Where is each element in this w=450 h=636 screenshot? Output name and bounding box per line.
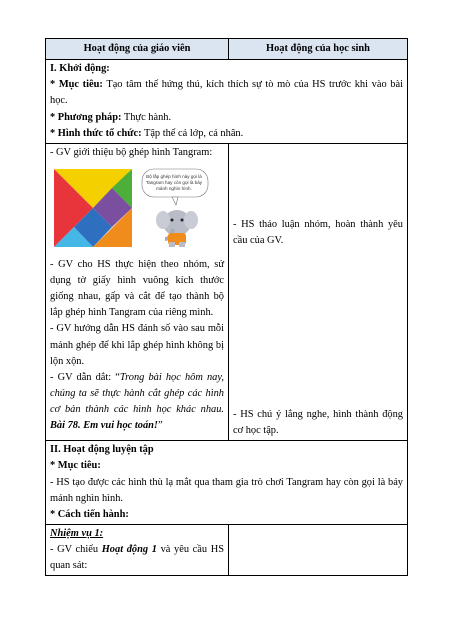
method-label: * Phương pháp:: [50, 111, 122, 123]
task-label: Nhiệm vụ 1:: [50, 527, 104, 539]
header-row: [46, 39, 408, 60]
tangram-illustration: [52, 167, 224, 249]
lesson-table: [45, 38, 408, 576]
gv-lead: [50, 370, 224, 435]
section1-title: I. Khởi động:: [50, 63, 110, 75]
speech-bubble-text: Bộ lắp ghép hình này gọi là Tangram hay còn gọi là bảy mảnh nghìn hình.: [145, 173, 203, 191]
student-activity-1: [229, 143, 408, 441]
teacher-header: Hoạt động của giáo viên: [46, 39, 229, 60]
method-text: Thực hành.: [121, 111, 172, 123]
task-text-suffix: và yêu cầu HS quan sát:: [50, 544, 224, 572]
gv-lead-italic: Trong bài học hôm nay, chúng ta sẽ thực hành cắt ghép các hình cơ bản thành các hình học khác nhau.: [50, 371, 224, 415]
gv-guide: - GV hướng dẫn HS đánh số vào sau mỗi mảnh ghép để khi lắp ghép hình không bị lộn xộn.: [50, 323, 224, 367]
teacher-activity-1: [46, 143, 229, 441]
section2-cell: [46, 441, 408, 525]
section1-method: [50, 110, 403, 126]
elephant-icon: [156, 210, 198, 247]
goal-label: * Mục tiêu:: [50, 79, 103, 91]
task-text-prefix: - GV chiếu: [50, 544, 102, 555]
section2-goal-label: * Mục tiêu:: [50, 460, 101, 472]
section2-steps-label: * Cách tiến hành:: [50, 508, 129, 520]
section1-form: [50, 126, 403, 142]
activity-row-2: [46, 524, 408, 575]
gv-lead-prefix: - GV dẫn dắt: “: [50, 371, 120, 383]
form-text: Tập thể cả lớp, cá nhân.: [141, 127, 244, 139]
gv-task: - GV cho HS thực hiện theo nhóm, sử dụng tờ giấy hình vuông kích thước giống nhau, gấp và cắt để tạo thành bộ lắp ghép hình Tangram của riêng mình.: [50, 258, 224, 319]
task-text-bold: Hoạt động 1: [101, 544, 157, 555]
teacher-activity-2: [46, 524, 229, 575]
student-header: Hoạt động của học sinh: [229, 39, 408, 60]
hs-listen: - HS chú ý lắng nghe, hình thành động cơ học tập.: [233, 409, 403, 437]
hs-discuss: - HS thảo luận nhóm, hoàn thành yêu cầu của GV.: [233, 218, 403, 246]
goal-text: Tạo tâm thế hứng thú, kích thích sự tò mò của HS trước khi vào bài học.: [50, 79, 403, 107]
gv-lead-suffix: ”: [157, 420, 163, 432]
activity-row-1: [46, 143, 408, 441]
speech-tail: [172, 197, 178, 205]
section1-cell: [46, 60, 408, 144]
gv-lead-bold: Bài 78. Em vui học toán!: [50, 420, 158, 432]
form-label: * Hình thức tổ chức:: [50, 127, 142, 139]
student-activity-2: [229, 524, 408, 575]
section1-goal: [50, 77, 403, 109]
section2-title: II. Hoạt động luyện tập: [50, 444, 154, 456]
section1-row: [46, 60, 408, 144]
section2-row: [46, 441, 408, 525]
gv-intro: - GV giới thiệu bộ ghép hình Tangram:: [50, 146, 213, 158]
task-text: [50, 542, 224, 574]
section2-goal-text: - HS tạo được các hình thù lạ mắt qua tham gia trò chơi Tangram hay còn gọi là bảy mảnh nghìn hình.: [50, 476, 403, 504]
